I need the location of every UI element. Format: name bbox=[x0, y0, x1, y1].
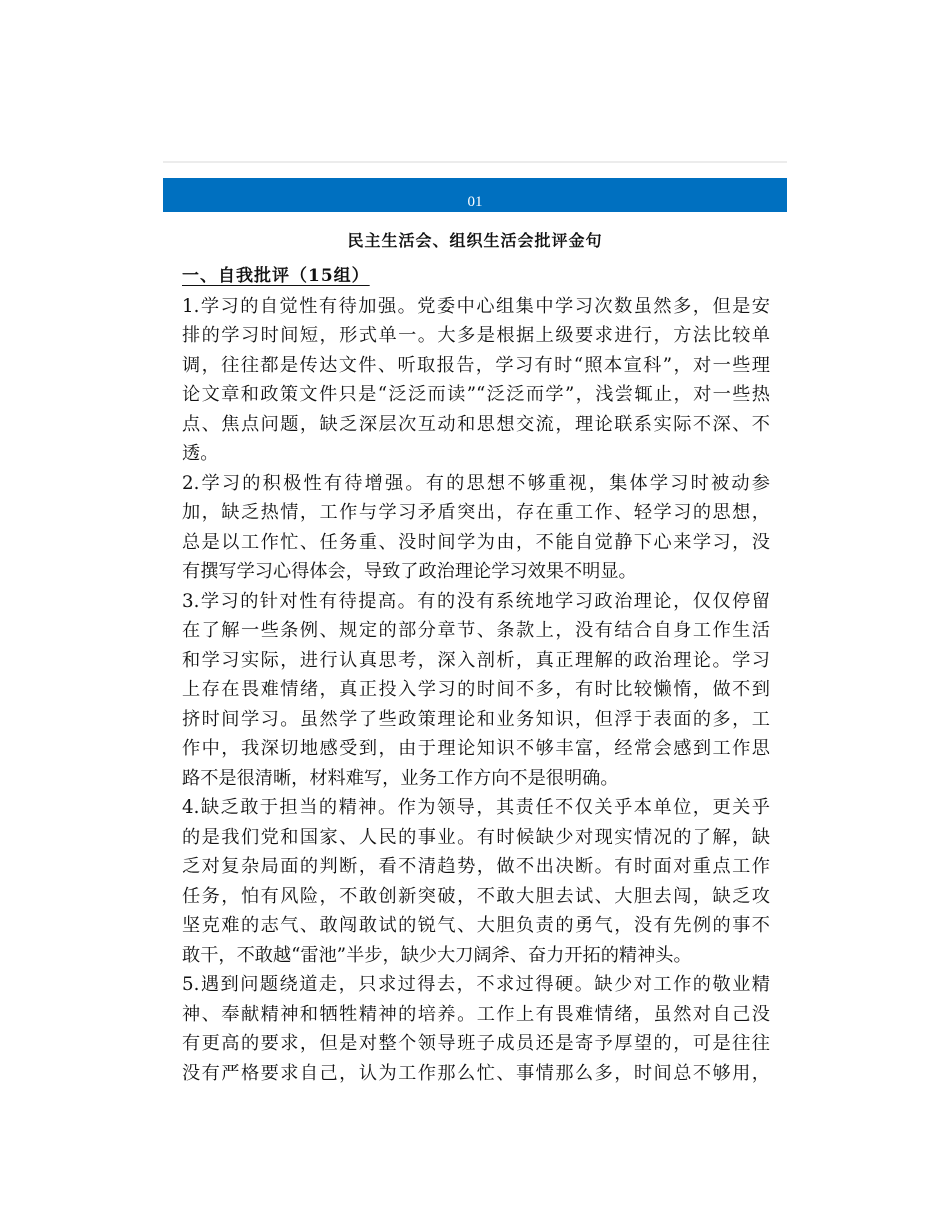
paragraph-5 bbox=[182, 970, 770, 1088]
document-title: 民主生活会、组织生活会批评金句 bbox=[347, 231, 603, 250]
paragraph-line: 排的学习时间短，形式单一。大多是根据上级要求进行，方法比较单 bbox=[182, 325, 770, 346]
paragraph-3 bbox=[182, 587, 770, 794]
paragraph-line: 没有严格要求自己，认为工作那么忙、事情那么多，时间总不够用， bbox=[182, 1062, 770, 1084]
paragraph-line: 加，缺乏热情，工作与学习矛盾突出，存在重工作、轻学习的思想， bbox=[182, 502, 770, 523]
paragraph-line: 乏对复杂局面的判断，看不清趋势，做不出决断。有时面对重点工作 bbox=[182, 856, 770, 877]
paragraph-line: 有更高的要求，但是对整个领导班子成员还是寄予厚望的，可是往往 bbox=[182, 1033, 770, 1054]
paragraph-line: 调，往往都是传达文件、听取报告，学习有时“照本宣科”，对一些理 bbox=[182, 354, 770, 376]
paragraph-line: 4.缺乏敢于担当的精神。作为领导，其责任不仅关乎本单位，更关乎 bbox=[182, 797, 770, 818]
paragraph-4 bbox=[182, 793, 770, 970]
paragraph-line: 挤时间学习。虽然学了些政策理论和业务知识，但浮于表面的多，工 bbox=[182, 708, 770, 730]
paragraph-2 bbox=[182, 469, 770, 587]
paragraph-line: 任务，怕有风险，不敢创新突破，不敢大胆去试、大胆去闯，缺乏攻 bbox=[182, 885, 770, 907]
paragraph-line: 点、焦点问题，缺乏深层次互动和思想交流，理论联系实际不深、不 bbox=[182, 413, 770, 435]
paragraph-line: 的是我们党和国家、人民的事业。有时候缺少对现实情况的了解，缺 bbox=[182, 826, 770, 848]
paragraph-1 bbox=[182, 292, 770, 469]
paragraph-line: 和学习实际，进行认真思考，深入剖析，真正理解的政治理论。学习 bbox=[182, 649, 770, 671]
paragraph-line: 在了解一些条例、规定的部分章节、条款上，没有结合自身工作生活 bbox=[182, 620, 770, 641]
section-heading bbox=[182, 262, 770, 292]
paragraph-line: 有撰写学习心得体会，导致了政治理论学习效果不明显。 bbox=[182, 561, 637, 582]
paragraph-line: 1.学习的自觉性有待加强。党委中心组集中学习次数虽然多，但是安 bbox=[182, 295, 770, 317]
section-number: 01 bbox=[467, 194, 483, 210]
section-heading-text: 一、自我批评（15组） bbox=[182, 266, 370, 286]
paragraph-line: 作中，我深切地感受到，由于理论知识不够丰富，经常会感到工作思 bbox=[182, 738, 770, 759]
paragraph-line: 透。 bbox=[182, 443, 219, 464]
paragraph-line: 3.学习的针对性有待提高。有的没有系统地学习政治理论，仅仅停留 bbox=[182, 590, 770, 612]
paragraph-line: 神、奉献精神和牺牲精神的培养。工作上有畏难情绪，虽然对自己没 bbox=[182, 1003, 770, 1025]
paragraph-line: 路不是很清晰，材料难写，业务工作方向不是很明确。 bbox=[182, 767, 619, 789]
document-body bbox=[182, 262, 770, 1088]
top-divider bbox=[163, 161, 787, 163]
paragraph-line: 敢干，不敢越“雷池”半步，缺少大刀阔斧、奋力开拓的精神头。 bbox=[182, 944, 692, 966]
paragraph-line: 论文章和政策文件只是“泛泛而读”“泛泛而学”，浅尝辄止，对一些热 bbox=[182, 384, 770, 405]
paragraph-line: 总是以工作忙、任务重、没时间学为由，不能自觉静下心来学习，没 bbox=[182, 531, 770, 553]
paragraph-line: 5.遇到问题绕道走，只求过得去，不求过得硬。缺少对工作的敬业精 bbox=[182, 974, 770, 995]
section-number-banner bbox=[163, 178, 787, 212]
paragraph-line: 坚克难的志气、敢闯敢试的锐气、大胆负责的勇气，没有先例的事不 bbox=[182, 915, 770, 936]
paragraph-line: 上存在畏难情绪，真正投入学习的时间不多，有时比较懒惰，做不到 bbox=[182, 679, 770, 700]
paragraph-line: 2.学习的积极性有待增强。有的思想不够重视，集体学习时被动参 bbox=[182, 472, 770, 494]
